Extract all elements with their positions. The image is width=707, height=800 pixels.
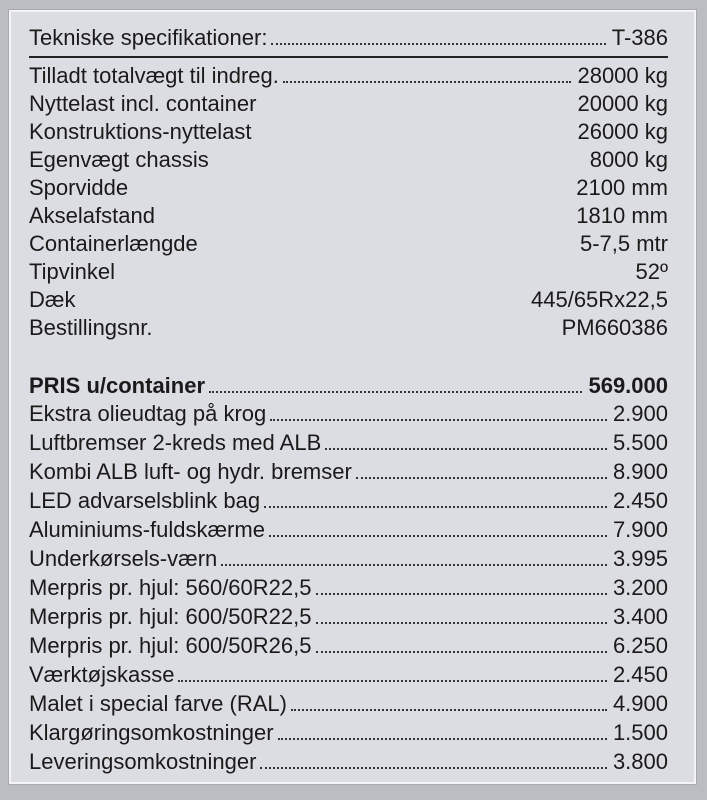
option-label: Merpris pr. hjul: 600/50R26,5 xyxy=(29,633,312,658)
spec-value: 8000 kg xyxy=(589,147,668,172)
spec-row xyxy=(29,174,668,202)
leader-dots xyxy=(221,548,607,566)
spec-label: Tilladt totalvægt til indreg. xyxy=(29,63,279,88)
leader-dots xyxy=(325,432,607,450)
leader-dots xyxy=(291,693,607,711)
option-price: 3.400 xyxy=(612,604,668,629)
spec-row xyxy=(29,286,668,314)
spec-row xyxy=(29,118,668,146)
spec-label: Tipvinkel xyxy=(29,259,115,284)
option-row xyxy=(29,400,668,428)
leader-dots xyxy=(178,664,606,682)
spec-label: Sporvidde xyxy=(29,175,129,200)
header-label: Tekniske specifikationer: xyxy=(29,25,268,50)
price-label: PRIS u/container xyxy=(29,373,206,398)
header-row xyxy=(29,24,668,52)
option-label: LED advarselsblink bag xyxy=(29,488,261,513)
price-row xyxy=(29,372,668,400)
option-row xyxy=(29,429,668,457)
spec-label: Bestillingsnr. xyxy=(29,315,153,340)
spec-row xyxy=(29,230,668,258)
header-value: T-386 xyxy=(611,25,668,50)
spec-value: 28000 kg xyxy=(577,63,668,88)
option-row xyxy=(29,574,668,602)
option-price: 5.500 xyxy=(612,430,668,455)
leader-dots xyxy=(209,375,582,393)
spec-value: 20000 kg xyxy=(577,91,668,116)
spec-row xyxy=(29,314,668,342)
spec-label: Egenvægt chassis xyxy=(29,147,209,172)
option-price: 3.995 xyxy=(612,546,668,571)
leader-dots xyxy=(256,121,572,139)
leader-dots xyxy=(316,606,607,624)
spec-sheet-panel xyxy=(9,10,696,784)
spec-row xyxy=(29,62,668,90)
leader-dots xyxy=(260,751,606,769)
leader-dots xyxy=(356,461,607,479)
option-price: 3.200 xyxy=(612,575,668,600)
leader-dots xyxy=(271,27,605,45)
option-row xyxy=(29,545,668,573)
spec-value: 52º xyxy=(635,259,668,284)
option-price: 6.250 xyxy=(612,633,668,658)
option-price: 8.900 xyxy=(612,459,668,484)
option-row xyxy=(29,661,668,689)
leader-dots xyxy=(264,490,607,508)
header-divider xyxy=(29,56,668,58)
spec-row xyxy=(29,90,668,118)
option-label: Luftbremser 2-kreds med ALB xyxy=(29,430,322,455)
leader-dots xyxy=(270,403,607,421)
option-label: Merpris pr. hjul: 560/60R22,5 xyxy=(29,575,312,600)
option-label: Underkørsels-værn xyxy=(29,546,218,571)
option-label: Ekstra olieudtag på krog xyxy=(29,401,267,426)
option-label: Aluminiums-fuldskærme xyxy=(29,517,265,542)
option-row xyxy=(29,516,668,544)
price-value: 569.000 xyxy=(588,373,668,398)
leader-dots xyxy=(260,93,571,111)
spec-value: 5-7,5 mtr xyxy=(579,231,668,256)
leader-dots xyxy=(119,261,629,279)
leader-dots xyxy=(79,289,525,307)
spec-label: Akselafstand xyxy=(29,203,155,228)
spec-value: 445/65Rx22,5 xyxy=(531,287,668,312)
leader-dots xyxy=(202,233,574,251)
option-price: 2.900 xyxy=(612,401,668,426)
leader-dots xyxy=(132,177,570,195)
leader-dots xyxy=(269,519,607,537)
spec-label: Containerlængde xyxy=(29,231,198,256)
option-row xyxy=(29,603,668,631)
option-row xyxy=(29,719,668,747)
option-row xyxy=(29,748,668,776)
option-row xyxy=(29,632,668,660)
option-price: 7.900 xyxy=(612,517,668,542)
spec-value: 26000 kg xyxy=(577,119,668,144)
spec-label: Dæk xyxy=(29,287,76,312)
option-price: 1.500 xyxy=(612,720,668,745)
option-label: Malet i special farve (RAL) xyxy=(29,691,287,716)
option-label: Kombi ALB luft- og hydr. bremser xyxy=(29,459,352,484)
option-label: Merpris pr. hjul: 600/50R22,5 xyxy=(29,604,312,629)
leader-dots xyxy=(157,317,556,335)
option-price: 2.450 xyxy=(612,488,668,513)
spec-value: 1810 mm xyxy=(576,203,668,228)
spec-value: PM660386 xyxy=(561,315,668,340)
option-label: Leveringsomkostninger xyxy=(29,749,257,774)
spec-label: Konstruktions-nyttelast xyxy=(29,119,252,144)
option-row xyxy=(29,458,668,486)
option-row xyxy=(29,690,668,718)
leader-dots xyxy=(213,149,584,167)
leader-dots xyxy=(316,635,607,653)
leader-dots xyxy=(159,205,570,223)
option-label: Værktøjskasse xyxy=(29,662,175,687)
leader-dots xyxy=(278,722,607,740)
spec-row xyxy=(29,202,668,230)
spec-value: 2100 mm xyxy=(576,175,668,200)
option-label: Klargøringsomkostninger xyxy=(29,720,274,745)
option-price: 2.450 xyxy=(612,662,668,687)
option-price: 3.800 xyxy=(612,749,668,774)
option-row xyxy=(29,487,668,515)
spec-row xyxy=(29,146,668,174)
spec-label: Nyttelast incl. container xyxy=(29,91,257,116)
spec-row xyxy=(29,258,668,286)
option-price: 4.900 xyxy=(612,691,668,716)
leader-dots xyxy=(316,577,607,595)
leader-dots xyxy=(283,65,572,83)
